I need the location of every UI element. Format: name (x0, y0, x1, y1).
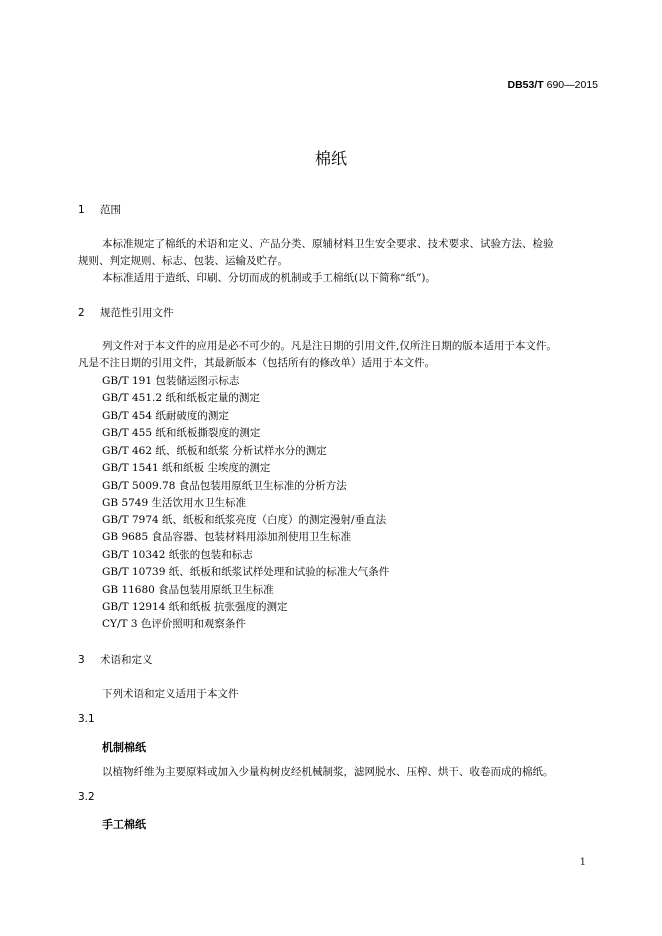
term-number: 3.1 (78, 713, 95, 725)
reference-item: CY/T 3 色评价照明和观察条件 (102, 618, 246, 630)
scope-paragraph-2: 本标准适用于造纸、印刷、分切而成的机制或手工棉纸(以下简称“纸”)。 (102, 272, 436, 284)
standard-code-number: 690—2015 (543, 79, 598, 91)
section-1-heading (78, 202, 121, 217)
references-intro-line-1: 列文件对于本文件的应用是必不可少的。凡是注日期的引用文件,仅所注日期的版本适用于本文件。 (102, 340, 557, 352)
reference-item: GB/T 462 纸、纸板和纸浆 分析试样水分的测定 (102, 445, 327, 457)
term-definition: 以植物纤维为主要原料或加入少量构树皮经机械制浆，滤网脱水、压榨、烘干、收卷而成的棉纸。 (102, 766, 554, 778)
reference-item: GB 9685 食品容器、包装材料用添加剂使用卫生标准 (102, 531, 351, 543)
document-title: 棉纸 (314, 149, 347, 168)
reference-item: GB/T 5009.78 食品包装用原纸卫生标准的分析方法 (102, 480, 347, 492)
section-number: 1 (78, 204, 85, 216)
section-number: 3 (78, 654, 85, 666)
reference-item: GB 11680 食品包装用原纸卫生标准 (102, 584, 274, 596)
scope-paragraph-line-2: 规则、判定规则、标志、包装、运输及贮存。 (78, 255, 288, 267)
section-3-heading (78, 652, 153, 667)
standard-code (508, 79, 598, 91)
reference-item: GB/T 10739 纸、纸板和纸浆试样处理和试验的标准大气条件 (102, 566, 390, 578)
term-title: 手工棉纸 (102, 818, 146, 831)
reference-item: GB/T 451.2 纸和纸板定量的测定 (102, 392, 260, 404)
reference-item: GB/T 454 纸耐破度的测定 (102, 410, 229, 422)
term-number: 3.2 (78, 791, 95, 803)
section-number: 2 (78, 307, 85, 319)
reference-item: GB/T 1541 纸和纸板 尘埃度的测定 (102, 462, 271, 474)
reference-item: GB/T 12914 纸和纸板 抗张强度的测定 (102, 601, 288, 613)
section-title: 规范性引用文件 (100, 307, 174, 319)
reference-item: GB/T 7974 纸、纸板和纸浆亮度（白度）的测定漫射/垂直法 (102, 514, 387, 526)
section-title: 范围 (100, 204, 121, 216)
reference-item: GB 5749 生活饮用水卫生标准 (102, 497, 247, 509)
standard-code-prefix: DB53/T (507, 79, 544, 91)
page-number: 1 (579, 857, 586, 868)
section-title: 术语和定义 (100, 654, 153, 666)
scope-paragraph-line-1: 本标准规定了棉纸的术语和定义、产品分类、原辅材料卫生安全要求、技术要求、试验方法、检验 (102, 238, 554, 250)
term-title: 机制棉纸 (102, 741, 146, 754)
reference-item: GB/T 191 包装储运图示标志 (102, 375, 240, 387)
reference-item: GB/T 10342 纸张的包装和标志 (102, 549, 253, 561)
references-intro-line-2: 凡是不注日期的引用文件，其最新版本（包括所有的修改单）适用于本文件。 (78, 357, 435, 369)
terms-intro: 下列术语和定义适用于本文件 (102, 688, 239, 700)
section-2-heading (78, 305, 174, 320)
reference-item: GB/T 455 纸和纸板撕裂度的测定 (102, 427, 261, 439)
